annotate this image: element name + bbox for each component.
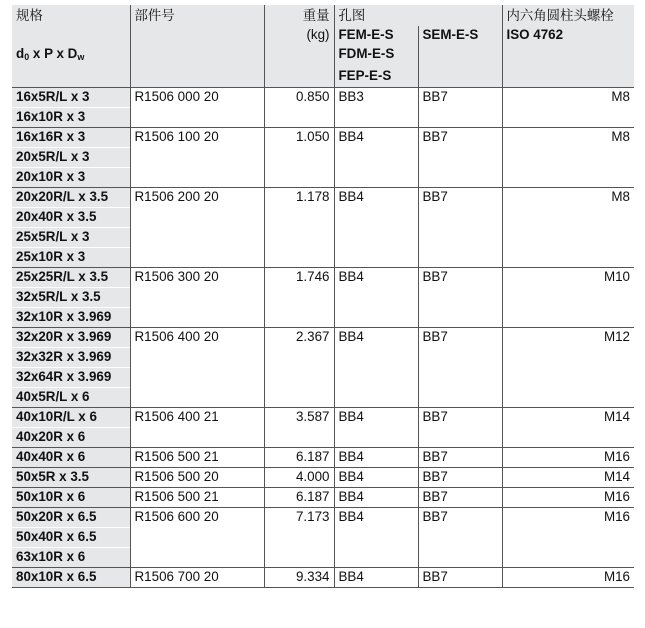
table-row xyxy=(12,568,634,588)
sem-cell: BB7 xyxy=(418,268,502,288)
size-formula xyxy=(12,45,130,67)
weight-cell xyxy=(264,288,334,308)
weight-unit: (kg) xyxy=(264,26,334,45)
sem-cell: BB7 xyxy=(418,488,502,508)
part-number-cell xyxy=(130,248,264,268)
hole-pattern-cell xyxy=(334,248,418,268)
hole-pattern-cell xyxy=(334,308,418,328)
hole-pattern-cell xyxy=(334,168,418,188)
bolt-cell xyxy=(502,308,634,328)
sem-cell xyxy=(418,388,502,408)
sem-cell xyxy=(418,348,502,368)
size-cell: 40x40R x 6 xyxy=(12,448,130,468)
header-row xyxy=(12,45,634,67)
sem-header-spacer xyxy=(418,67,502,88)
hole-pattern-cell: BB4 xyxy=(334,188,418,208)
bolt-cell xyxy=(502,248,634,268)
table-row xyxy=(12,548,634,568)
part-header-spacer xyxy=(130,26,264,45)
sem-header: SEM-E-S xyxy=(418,26,502,45)
sem-cell xyxy=(418,428,502,448)
size-cell: 40x5R/L x 6 xyxy=(12,388,130,408)
table-row xyxy=(12,528,634,548)
bolt-standard-header: ISO 4762 xyxy=(502,26,634,45)
weight-cell: 3.587 xyxy=(264,408,334,428)
hole-pattern-cell xyxy=(334,428,418,448)
weight-cell: 9.334 xyxy=(264,568,334,588)
bolt-cell xyxy=(502,388,634,408)
size-cell: 40x10R/L x 6 xyxy=(12,408,130,428)
bolt-cell: M8 xyxy=(502,128,634,148)
bolt-cell: M14 xyxy=(502,408,634,428)
part-number-cell: R1506 000 20 xyxy=(130,88,264,108)
part-number-cell: R1506 200 20 xyxy=(130,188,264,208)
sem-cell: BB7 xyxy=(418,128,502,148)
size-cell: 50x10R x 6 xyxy=(12,488,130,508)
sem-cell xyxy=(418,548,502,568)
bolt-cell xyxy=(502,108,634,128)
header-row xyxy=(12,67,634,88)
size-cell: 25x5R/L x 3 xyxy=(12,228,130,248)
bolt-cell: M8 xyxy=(502,88,634,108)
hole-pattern-cell xyxy=(334,288,418,308)
size-cell: 63x10R x 6 xyxy=(12,548,130,568)
size-formula-mid: x P x D xyxy=(29,46,78,61)
size-header-spacer xyxy=(12,26,130,45)
bolt-cell: M14 xyxy=(502,468,634,488)
size-cell: 25x10R x 3 xyxy=(12,248,130,268)
part-number-cell: R1506 100 20 xyxy=(130,128,264,148)
sem-cell xyxy=(418,528,502,548)
bolt-header-spacer xyxy=(502,45,634,67)
hole-variant-fdm: FDM-E-S xyxy=(334,45,418,67)
hole-pattern-cell xyxy=(334,108,418,128)
size-cell: 50x20R x 6.5 xyxy=(12,508,130,528)
size-formula-d: d xyxy=(16,46,25,61)
table-row xyxy=(12,168,634,188)
hole-pattern-cell: BB4 xyxy=(334,268,418,288)
part-number-cell: R1506 500 20 xyxy=(130,468,264,488)
sem-cell xyxy=(418,228,502,248)
size-cell: 50x40R x 6.5 xyxy=(12,528,130,548)
bolt-cell xyxy=(502,548,634,568)
weight-cell xyxy=(264,228,334,248)
size-cell: 40x20R x 6 xyxy=(12,428,130,448)
part-number-cell: R1506 700 20 xyxy=(130,568,264,588)
weight-cell xyxy=(264,368,334,388)
hole-pattern-header: 孔图 xyxy=(334,5,418,26)
size-cell: 32x20R x 3.969 xyxy=(12,328,130,348)
hole-pattern-cell xyxy=(334,528,418,548)
bolt-cell xyxy=(502,348,634,368)
table-row xyxy=(12,128,634,148)
size-cell: 20x5R/L x 3 xyxy=(12,148,130,168)
weight-cell xyxy=(264,248,334,268)
sem-header-spacer xyxy=(418,45,502,67)
part-number-header: 部件号 xyxy=(130,5,264,26)
table-row xyxy=(12,468,634,488)
table-row xyxy=(12,428,634,448)
sem-cell: BB7 xyxy=(418,448,502,468)
table-row xyxy=(12,308,634,328)
table-row xyxy=(12,228,634,248)
header-row xyxy=(12,26,634,45)
size-formula-sub0: 0 xyxy=(24,52,30,62)
part-number-cell: R1506 300 20 xyxy=(130,268,264,288)
table-row xyxy=(12,328,634,348)
part-number-cell xyxy=(130,108,264,128)
weight-cell: 0.850 xyxy=(264,88,334,108)
bolt-cell xyxy=(502,208,634,228)
hole-pattern-cell: BB4 xyxy=(334,488,418,508)
bolt-cell: M16 xyxy=(502,508,634,528)
part-number-cell xyxy=(130,208,264,228)
table-body xyxy=(12,88,634,588)
weight-cell: 7.173 xyxy=(264,508,334,528)
table-row xyxy=(12,208,634,228)
weight-cell xyxy=(264,428,334,448)
table-row xyxy=(12,368,634,388)
part-number-cell xyxy=(130,368,264,388)
sem-cell xyxy=(418,308,502,328)
weight-cell: 1.746 xyxy=(264,268,334,288)
weight-header: 重量 xyxy=(264,5,334,26)
part-number-cell xyxy=(130,348,264,368)
hole-pattern-cell: BB4 xyxy=(334,508,418,528)
sem-cell xyxy=(418,168,502,188)
sem-cell xyxy=(418,368,502,388)
weight-header-spacer xyxy=(264,67,334,88)
bolt-cell xyxy=(502,288,634,308)
hole-pattern-cell: BB4 xyxy=(334,468,418,488)
sem-cell xyxy=(418,248,502,268)
bolt-cell xyxy=(502,228,634,248)
weight-cell xyxy=(264,108,334,128)
bolt-cell: M16 xyxy=(502,448,634,468)
hole-pattern-cell xyxy=(334,548,418,568)
hole-pattern-cell: BB4 xyxy=(334,128,418,148)
table-header xyxy=(12,5,634,88)
size-header-spacer xyxy=(12,67,130,88)
hole-variant-fem: FEM-E-S xyxy=(334,26,418,45)
part-number-cell xyxy=(130,288,264,308)
bolt-cell xyxy=(502,528,634,548)
sem-cell xyxy=(418,108,502,128)
hole-pattern-cell: BB4 xyxy=(334,408,418,428)
bolt-header-spacer xyxy=(502,67,634,88)
size-cell: 32x10R x 3.969 xyxy=(12,308,130,328)
hole-variant-fep: FEP-E-S xyxy=(334,67,418,88)
bolt-cell xyxy=(502,148,634,168)
table-row xyxy=(12,268,634,288)
part-number-cell: R1506 400 20 xyxy=(130,328,264,348)
size-cell: 32x32R x 3.969 xyxy=(12,348,130,368)
spec-table xyxy=(12,5,634,588)
part-number-cell: R1506 600 20 xyxy=(130,508,264,528)
table-row xyxy=(12,388,634,408)
sem-cell: BB7 xyxy=(418,408,502,428)
size-formula-subw: w xyxy=(77,52,85,62)
hole-pattern-cell xyxy=(334,208,418,228)
hole-pattern-cell xyxy=(334,148,418,168)
table-row xyxy=(12,408,634,428)
bolt-cell xyxy=(502,428,634,448)
part-number-cell xyxy=(130,228,264,248)
weight-cell xyxy=(264,208,334,228)
weight-cell: 6.187 xyxy=(264,488,334,508)
bolt-cell: M8 xyxy=(502,188,634,208)
part-number-cell: R1506 500 21 xyxy=(130,488,264,508)
sem-cell: BB7 xyxy=(418,88,502,108)
part-number-cell xyxy=(130,548,264,568)
bolt-cell: M12 xyxy=(502,328,634,348)
table-row xyxy=(12,508,634,528)
hole-pattern-cell: BB4 xyxy=(334,328,418,348)
weight-cell xyxy=(264,548,334,568)
part-number-cell xyxy=(130,148,264,168)
hole-pattern-cell xyxy=(334,388,418,408)
size-cell: 16x16R x 3 xyxy=(12,128,130,148)
size-cell: 16x5R/L x 3 xyxy=(12,88,130,108)
table-row xyxy=(12,88,634,108)
sem-cell: BB7 xyxy=(418,328,502,348)
table-row xyxy=(12,288,634,308)
table-row xyxy=(12,488,634,508)
size-cell: 32x64R x 3.969 xyxy=(12,368,130,388)
table-row xyxy=(12,188,634,208)
weight-cell xyxy=(264,528,334,548)
bolt-cell xyxy=(502,168,634,188)
sem-cell: BB7 xyxy=(418,188,502,208)
sem-cell: BB7 xyxy=(418,568,502,588)
hole-pattern-cell: BB4 xyxy=(334,448,418,468)
part-number-cell xyxy=(130,388,264,408)
size-cell: 20x40R x 3.5 xyxy=(12,208,130,228)
size-cell: 25x25R/L x 3.5 xyxy=(12,268,130,288)
bolt-cell: M10 xyxy=(502,268,634,288)
table-row xyxy=(12,448,634,468)
part-number-cell xyxy=(130,308,264,328)
weight-cell: 6.187 xyxy=(264,448,334,468)
weight-cell: 2.367 xyxy=(264,328,334,348)
weight-cell xyxy=(264,148,334,168)
size-cell: 20x20R/L x 3.5 xyxy=(12,188,130,208)
table-row xyxy=(12,148,634,168)
size-cell: 20x10R x 3 xyxy=(12,168,130,188)
header-row xyxy=(12,5,634,26)
part-number-cell xyxy=(130,428,264,448)
size-header: 规格 xyxy=(12,5,130,26)
weight-cell xyxy=(264,348,334,368)
table-row xyxy=(12,248,634,268)
hole-pattern-cell xyxy=(334,368,418,388)
weight-cell xyxy=(264,388,334,408)
table-row xyxy=(12,348,634,368)
size-cell: 32x5R/L x 3.5 xyxy=(12,288,130,308)
sem-cell xyxy=(418,208,502,228)
size-cell: 16x10R x 3 xyxy=(12,108,130,128)
hole-pattern-cell: BB3 xyxy=(334,88,418,108)
weight-cell: 1.050 xyxy=(264,128,334,148)
size-cell: 80x10R x 6.5 xyxy=(12,568,130,588)
size-cell: 50x5R x 3.5 xyxy=(12,468,130,488)
weight-cell xyxy=(264,308,334,328)
sem-cell: BB7 xyxy=(418,508,502,528)
sem-cell xyxy=(418,148,502,168)
bolt-cell: M16 xyxy=(502,568,634,588)
weight-cell: 4.000 xyxy=(264,468,334,488)
hole-pattern-cell xyxy=(334,228,418,248)
table-row xyxy=(12,108,634,128)
bolt-cell xyxy=(502,368,634,388)
bolt-cell: M16 xyxy=(502,488,634,508)
sem-cell: BB7 xyxy=(418,468,502,488)
part-number-cell: R1506 500 21 xyxy=(130,448,264,468)
bolt-header: 内六角圆柱头螺栓 xyxy=(502,5,634,26)
weight-header-spacer xyxy=(264,45,334,67)
weight-cell: 1.178 xyxy=(264,188,334,208)
hole-pattern-cell: BB4 xyxy=(334,568,418,588)
part-number-cell: R1506 400 21 xyxy=(130,408,264,428)
part-number-cell xyxy=(130,168,264,188)
part-number-cell xyxy=(130,528,264,548)
sem-cell xyxy=(418,288,502,308)
part-header-spacer xyxy=(130,67,264,88)
part-header-spacer xyxy=(130,45,264,67)
hole-pattern-cell xyxy=(334,348,418,368)
weight-cell xyxy=(264,168,334,188)
sem-header-spacer xyxy=(418,5,502,26)
